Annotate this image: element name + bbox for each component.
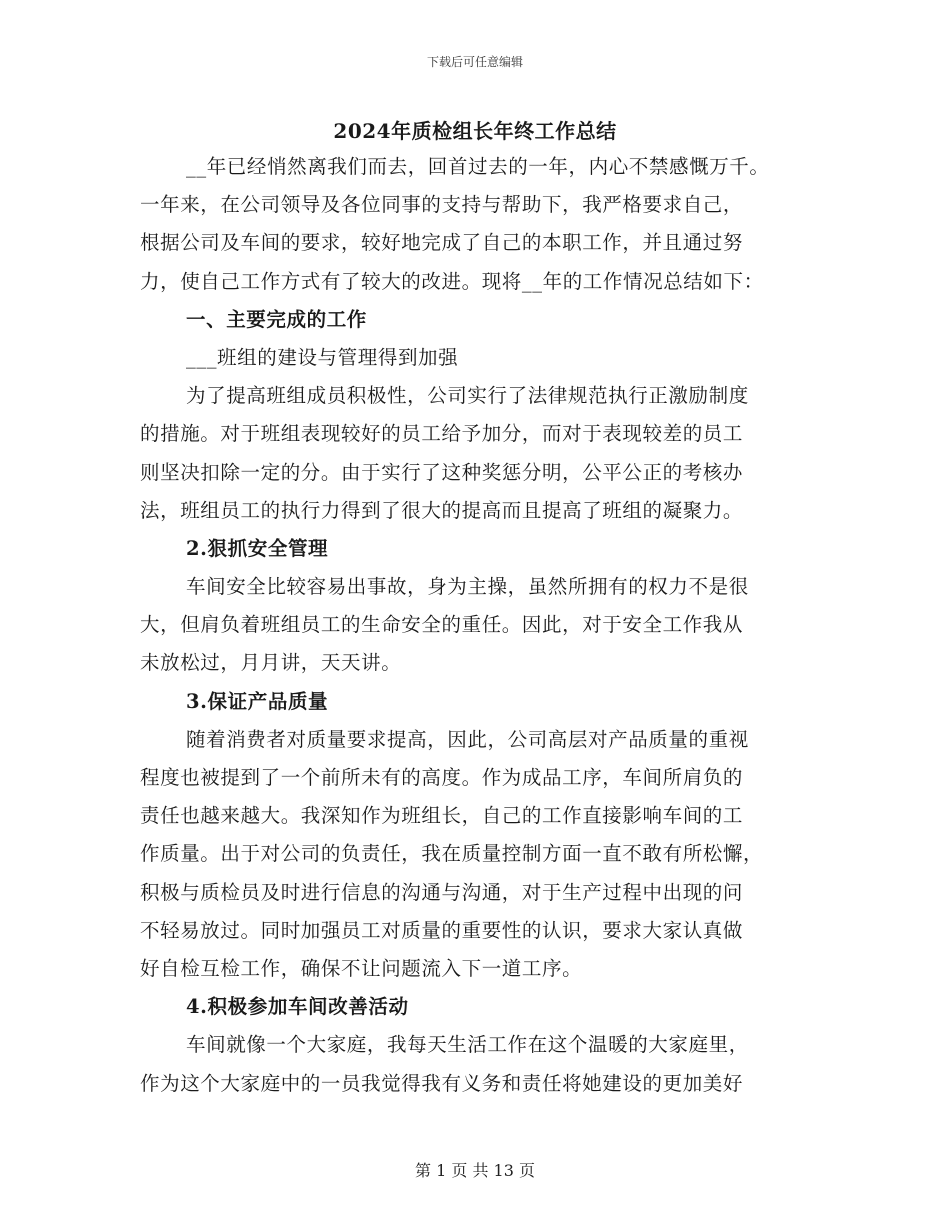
paragraph-line: 随着消费者对质量要求提高，因此，公司高层对产品质量的重视 [186, 727, 749, 751]
paragraph-line: 力，使自己工作方式有了较大的改进。现将__年的工作情况总结如下： [140, 269, 764, 293]
paragraph-line: 则坚决扣除一定的分。由于实行了这种奖惩分明，公平公正的考核办 [140, 460, 744, 484]
section-heading: 2.狠抓安全管理 [186, 536, 329, 560]
paragraph-line: 的措施。对于班组表现较好的员工给予加分，而对于表现较差的员工 [140, 422, 744, 446]
paragraph-line: 作为这个大家庭中的一员我觉得我有义务和责任将她建设的更加美好 [140, 1071, 744, 1095]
paragraph-line: 根据公司及车间的要求，较好地完成了自己的本职工作，并且通过努 [140, 231, 744, 255]
paragraph-line: 车间就像一个大家庭，我每天生活工作在这个温暖的大家庭里， [186, 1033, 749, 1057]
paragraph-line: 一年来，在公司领导及各位同事的支持与帮助下，我严格要求自己， [140, 193, 744, 217]
section-heading: 4.积极参加车间改善活动 [186, 995, 409, 1019]
section-heading: 3.保证产品质量 [186, 689, 329, 713]
paragraph-line: 车间安全比较容易出事故，身为主操，虽然所拥有的权力不是很 [186, 575, 749, 599]
paragraph-line: 好自检互检工作，确保不让问题流入下一道工序。 [140, 956, 583, 980]
paragraph-line: 责任也越来越大。我深知作为班组长，自己的工作直接影响车间的工 [140, 804, 744, 828]
paragraph-line: 为了提高班组成员积极性，公司实行了法律规范执行正激励制度 [186, 384, 749, 408]
paragraph-line: 未放松过，月月讲，天天讲。 [140, 651, 402, 675]
paragraph-line: 程度也被提到了一个前所未有的高度。作为成品工序，车间所肩负的 [140, 766, 744, 789]
paragraph-line: 大，但肩负着班组员工的生命安全的重任。因此，对于安全工作我从 [140, 613, 744, 637]
paragraph-line: 作质量。出于对公司的负责任，我在质量控制方面一直不敢有所松懈， [140, 842, 764, 866]
paragraph-line: 积极与质检员及时进行信息的沟通与沟通，对于生产过程中出现的问 [140, 880, 744, 904]
document-title: 2024年质检组长年终工作总结 [333, 119, 617, 143]
page-header-note: 下载后可任意编辑 [426, 55, 523, 69]
paragraph-line: __年已经悄然离我们而去，回首过去的一年，内心不禁感慨万千。 [186, 155, 770, 178]
document-body [140, 148, 820, 1103]
paragraph-line: 法，班组员工的执行力得到了很大的提高而且提高了班组的凝聚力。 [140, 498, 744, 522]
section-heading: 一、主要完成的工作 [186, 307, 367, 331]
paragraph-line: ___班组的建设与管理得到加强 [186, 345, 459, 369]
page-number-footer: 第 1 页 共 13 页 [415, 1161, 535, 1180]
paragraph-line: 不轻易放过。同时加强员工对质量的重要性的认识，要求大家认真做 [140, 918, 744, 942]
